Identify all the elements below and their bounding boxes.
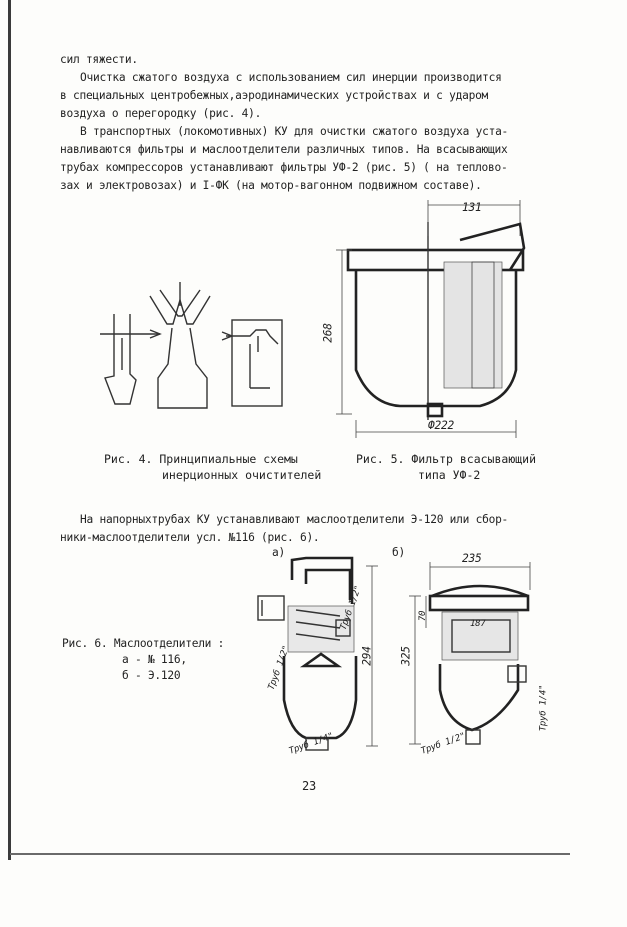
figure-6b-dim-inner: 187 xyxy=(470,619,486,629)
figure-5-caption-line-2: типа УФ-2 xyxy=(418,468,481,482)
figure-6-caption-line-2: а - № 116, xyxy=(122,653,187,666)
figure-6-caption-line-1: Рис. 6. Маслоотделители : xyxy=(62,637,225,650)
text-line-8: зах и электровозах) и I-ФК (на мотор-вагонном подвижном составе). xyxy=(60,179,482,192)
text-line-9: На напорныхтрубах КУ устанавливают маслоотделители Э-120 или сбор- xyxy=(80,513,509,526)
figure-5-dim-height: 268 xyxy=(321,323,335,343)
figure-6b-dim-width: 235 xyxy=(462,552,482,565)
figure-6a-dim-height: 294 xyxy=(360,646,374,666)
figure-4-caption-line-2: инерционных очистителей xyxy=(162,468,322,482)
figure-6b-dim-height: 325 xyxy=(399,646,413,666)
text-line-10: ники-маслоотделители усл. №116 (рис. 6). xyxy=(60,531,320,544)
figure-6a-pipe-right: Труб 1/2" xyxy=(338,584,364,632)
figure-6-caption-line-3: б - Э.120 xyxy=(122,669,181,682)
figure-6a-pipe-left: Труб 1/2" xyxy=(266,644,292,692)
figure-6-label-a: а) xyxy=(272,546,285,559)
figure-6b-pipe-right: Труб 1/4" xyxy=(538,684,549,732)
figure-6a-pipe-bottom: Труб 1/4" xyxy=(287,731,335,757)
text-line-7: трубах компрессоров устанавливают фильтры УФ-2 (рис. 5) ( на теплово- xyxy=(60,161,508,174)
figure-6b-pipe-bottom: Труб 1/2" xyxy=(419,731,467,757)
text-line-2: Очистка сжатого воздуха с использованием сил инерции производится xyxy=(80,71,502,84)
figure-6b-dim-small: 70 xyxy=(418,610,429,622)
page-number: 23 xyxy=(302,779,316,793)
text-line-4: воздуха о перегородку (рис. 4). xyxy=(60,107,262,120)
figure-5-dim-width-top: 131 xyxy=(462,201,482,214)
text-line-5: В транспортных (локомотивных) КУ для очистки сжатого воздуха уста- xyxy=(80,125,509,138)
text-line-3: в специальных центробежных,аэродинамических устройствах и с ударом xyxy=(60,89,489,102)
figure-5-caption-line-1: Рис. 5. Фильтр всасывающий xyxy=(356,452,537,466)
text-line-1: сил тяжести. xyxy=(60,53,138,66)
figure-5-dim-diameter: Ф222 xyxy=(428,419,454,432)
figure-4-caption-line-1: Рис. 4. Принципиальные схемы xyxy=(104,452,298,466)
figure-6-label-b: б) xyxy=(392,546,405,559)
text-line-6: навливаются фильтры и маслоотделители различных типов. На всасывающих xyxy=(60,143,508,156)
